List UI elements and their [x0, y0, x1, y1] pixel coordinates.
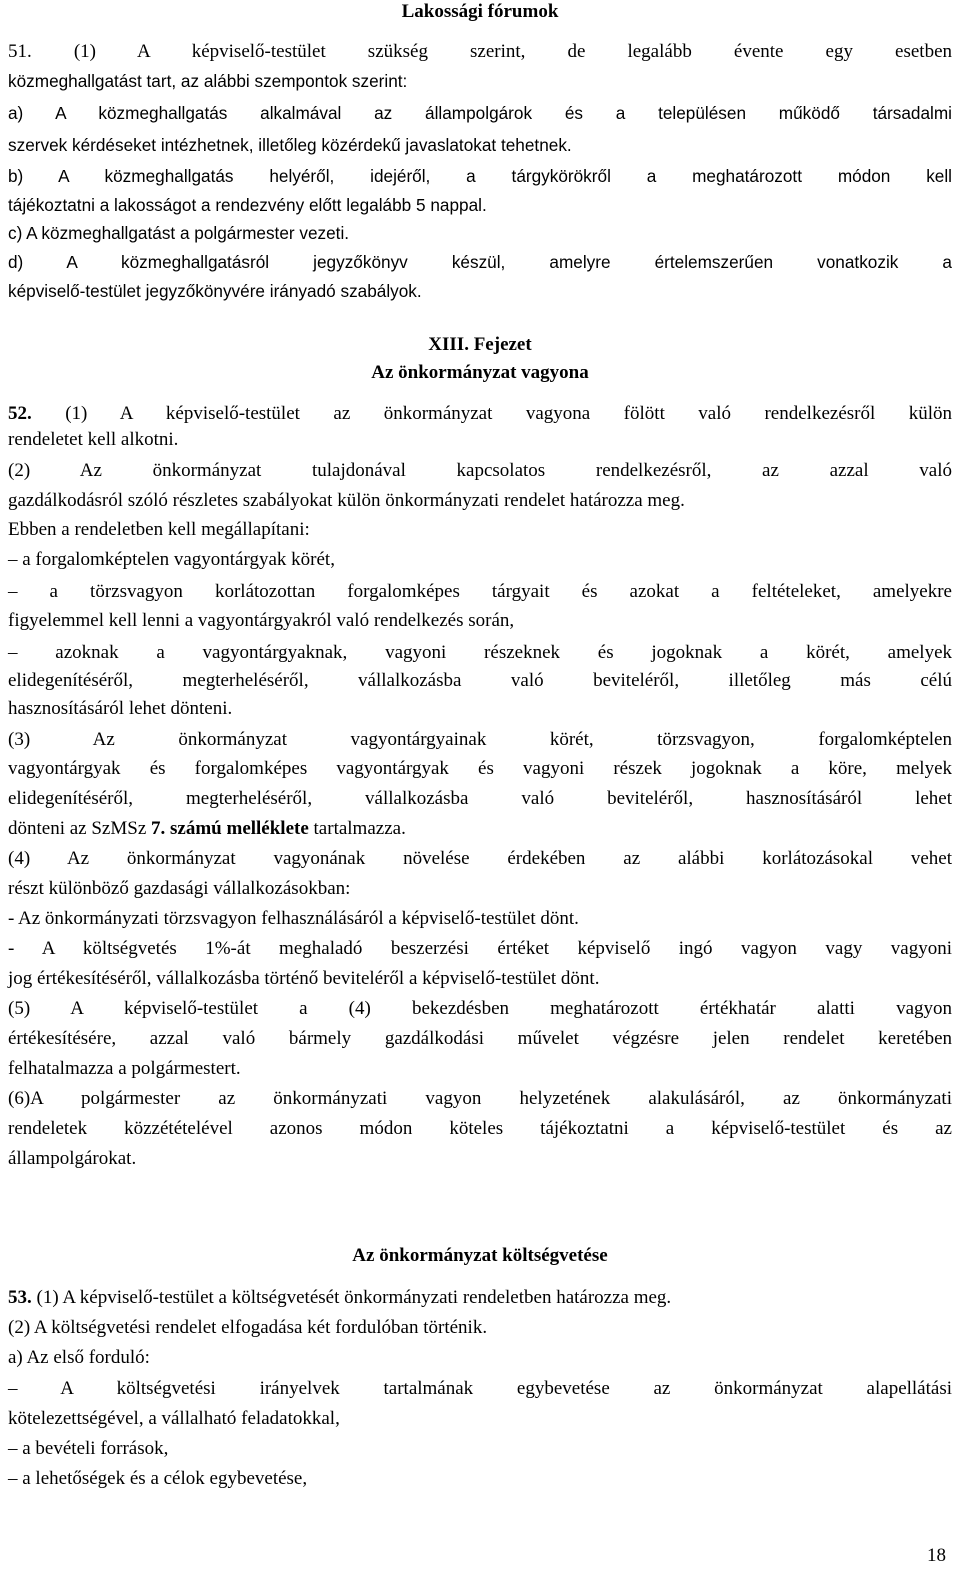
annex-reference: 7. számú melléklete: [151, 818, 309, 839]
paragraph-52-line: jog értékesítéséről, vállalkozásba történő beviteléről a képviselő-testület dönt.: [8, 968, 600, 989]
paragraph-52-number: 52.: [8, 403, 32, 424]
paragraph-52-list-item: – a törzsvagyon korlátozottan forgalomképes tárgyait és azokat a feltételeket, amelyekre: [8, 581, 952, 602]
paragraph-53-line: kötelezettségével, a vállalható feladatokkal,: [8, 1408, 340, 1429]
paragraph-52-text: (1) A képviselő-testület az önkormányzat vagyona fölött való rendelkezésről külön: [31, 403, 952, 424]
paragraph-52-line: (5) A képviselő-testület a (4) bekezdésben meghatározott értékhatár alatti vagyon: [8, 998, 952, 1019]
section-heading-lakossagi-forumok: Lakossági fórumok: [401, 1, 559, 22]
paragraph-52-text: tartalmazza.: [308, 818, 406, 839]
paragraph-51-line: tájékoztatni a lakosságot a rendezvény előtt legalább 5 nappal.: [8, 195, 487, 215]
paragraph-52-line: rendeletek közzétételével azonos módon köteles tájékoztatni a képviselő-testület és az: [8, 1118, 952, 1139]
paragraph-52-line: hasznosításáról lehet dönteni.: [8, 698, 233, 719]
chapter-title: Az önkormányzat vagyona: [371, 362, 589, 383]
paragraph-52-line: részt különböző gazdasági vállalkozásokban:: [8, 878, 351, 899]
paragraph-53-line: a) Az első forduló:: [8, 1347, 150, 1368]
paragraph-52-line: (6)A polgármester az önkormányzati vagyon helyzetének alakulásáról, az önkormányzati: [8, 1088, 952, 1109]
paragraph-52-line: gazdálkodásról szóló részletes szabályokat külön önkormányzati rendelet határozza meg.: [8, 490, 685, 511]
paragraph-52-line: (2) Az önkormányzat tulajdonával kapcsolatos rendelkezésről, az azzal való: [8, 460, 952, 481]
paragraph-53-line: (2) A költségvetési rendelet elfogadása két fordulóban történik.: [8, 1317, 488, 1338]
paragraph-52-line: (3) Az önkormányzat vagyontárgyainak körét, törzsvagyon, forgalomképtelen: [8, 729, 952, 750]
paragraph-52-line: [8, 813, 952, 845]
paragraph-53-list-item: – a lehetőségek és a célok egybevetése,: [8, 1468, 308, 1489]
paragraph-51-line: b) A közmeghallgatás helyéről, idejéről, a tárgykörökről a meghatározott módon kell: [8, 166, 952, 186]
paragraph-53-list-item: – a bevételi források,: [8, 1438, 169, 1459]
paragraph-53-number: 53.: [8, 1287, 32, 1308]
paragraph-52-line: (4) Az önkormányzat vagyonának növelése érdekében az alábbi korlátozásokal vehet: [8, 848, 952, 869]
paragraph-52-line: Ebben a rendeletben kell megállapítani:: [8, 519, 310, 540]
page-number: 18: [927, 1545, 946, 1566]
paragraph-52-line: vagyontárgyak és forgalomképes vagyontárgyak és vagyoni részek jogoknak a köre, melyek: [8, 758, 952, 779]
chapter-number: XIII. Fejezet: [428, 334, 532, 355]
paragraph-51-line: szervek kérdéseket intézhetnek, illetőleg közérdekű javaslatokat tehetnek.: [8, 135, 572, 155]
paragraph-51-line: a) A közmeghallgatás alkalmával az állampolgárok és a településen működő társadalmi: [8, 103, 952, 123]
paragraph-52-line: elidegenítéséről, megterheléséről, vállalkozásba való beviteléről, illetőleg más célú: [8, 670, 952, 691]
paragraph-51-line: közmeghallgatást tart, az alábbi szempontok szerint:: [8, 71, 408, 91]
paragraph-51-line: d) A közmeghallgatásról jegyzőkönyv készül, amelyre értelemszerűen vonatkozik a: [8, 252, 952, 272]
paragraph-53-line: [8, 1282, 952, 1314]
paragraph-52-list-item: – azoknak a vagyontárgyaknak, vagyoni részeknek és jogoknak a körét, amelyek: [8, 642, 952, 663]
paragraph-52-line: felhatalmazza a polgármestert.: [8, 1058, 241, 1079]
paragraph-51-line: 51. (1) A képviselő-testület szükség szerint, de legalább évente egy esetben: [8, 41, 952, 62]
paragraph-52-line: figyelemmel kell lenni a vagyontárgyakról való rendelkezés során,: [8, 610, 515, 631]
paragraph-53-list-item: – A költségvetési irányelvek tartalmának egybevetése az önkormányzat alapellátási: [8, 1378, 952, 1399]
section-heading-koltsegvetes: Az önkormányzat költségvetése: [352, 1245, 608, 1266]
paragraph-52-text: dönteni az SzMSz: [8, 818, 152, 839]
paragraph-52-line: elidegenítéséről, megterheléséről, vállalkozásba való beviteléről, hasznosításáról lehet: [8, 788, 952, 809]
paragraph-51-line: képviselő-testület jegyzőkönyvére irányadó szabályok.: [8, 281, 422, 301]
paragraph-51-line: c) A közmeghallgatást a polgármester vezeti.: [8, 223, 350, 243]
paragraph-52-line: állampolgárokat.: [8, 1148, 137, 1169]
paragraph-53-text: (1) A képviselő-testület a költségvetését önkormányzati rendeletben határozza meg.: [31, 1287, 672, 1308]
paragraph-52-list-item: – a forgalomképtelen vagyontárgyak körét,: [8, 549, 335, 570]
paragraph-52-line: értékesítésére, azzal való bármely gazdálkodási művelet végzésre jelen rendelet keretében: [8, 1028, 952, 1049]
paragraph-52-line: rendeletet kell alkotni.: [8, 429, 179, 450]
paragraph-52-list-item: - Az önkormányzati törzsvagyon felhasználásáról a képviselő-testület dönt.: [8, 908, 579, 929]
paragraph-52-list-item: - A költségvetés 1%-át meghaladó beszerzési értéket képviselő ingó vagyon vagy vagyoni: [8, 938, 952, 959]
